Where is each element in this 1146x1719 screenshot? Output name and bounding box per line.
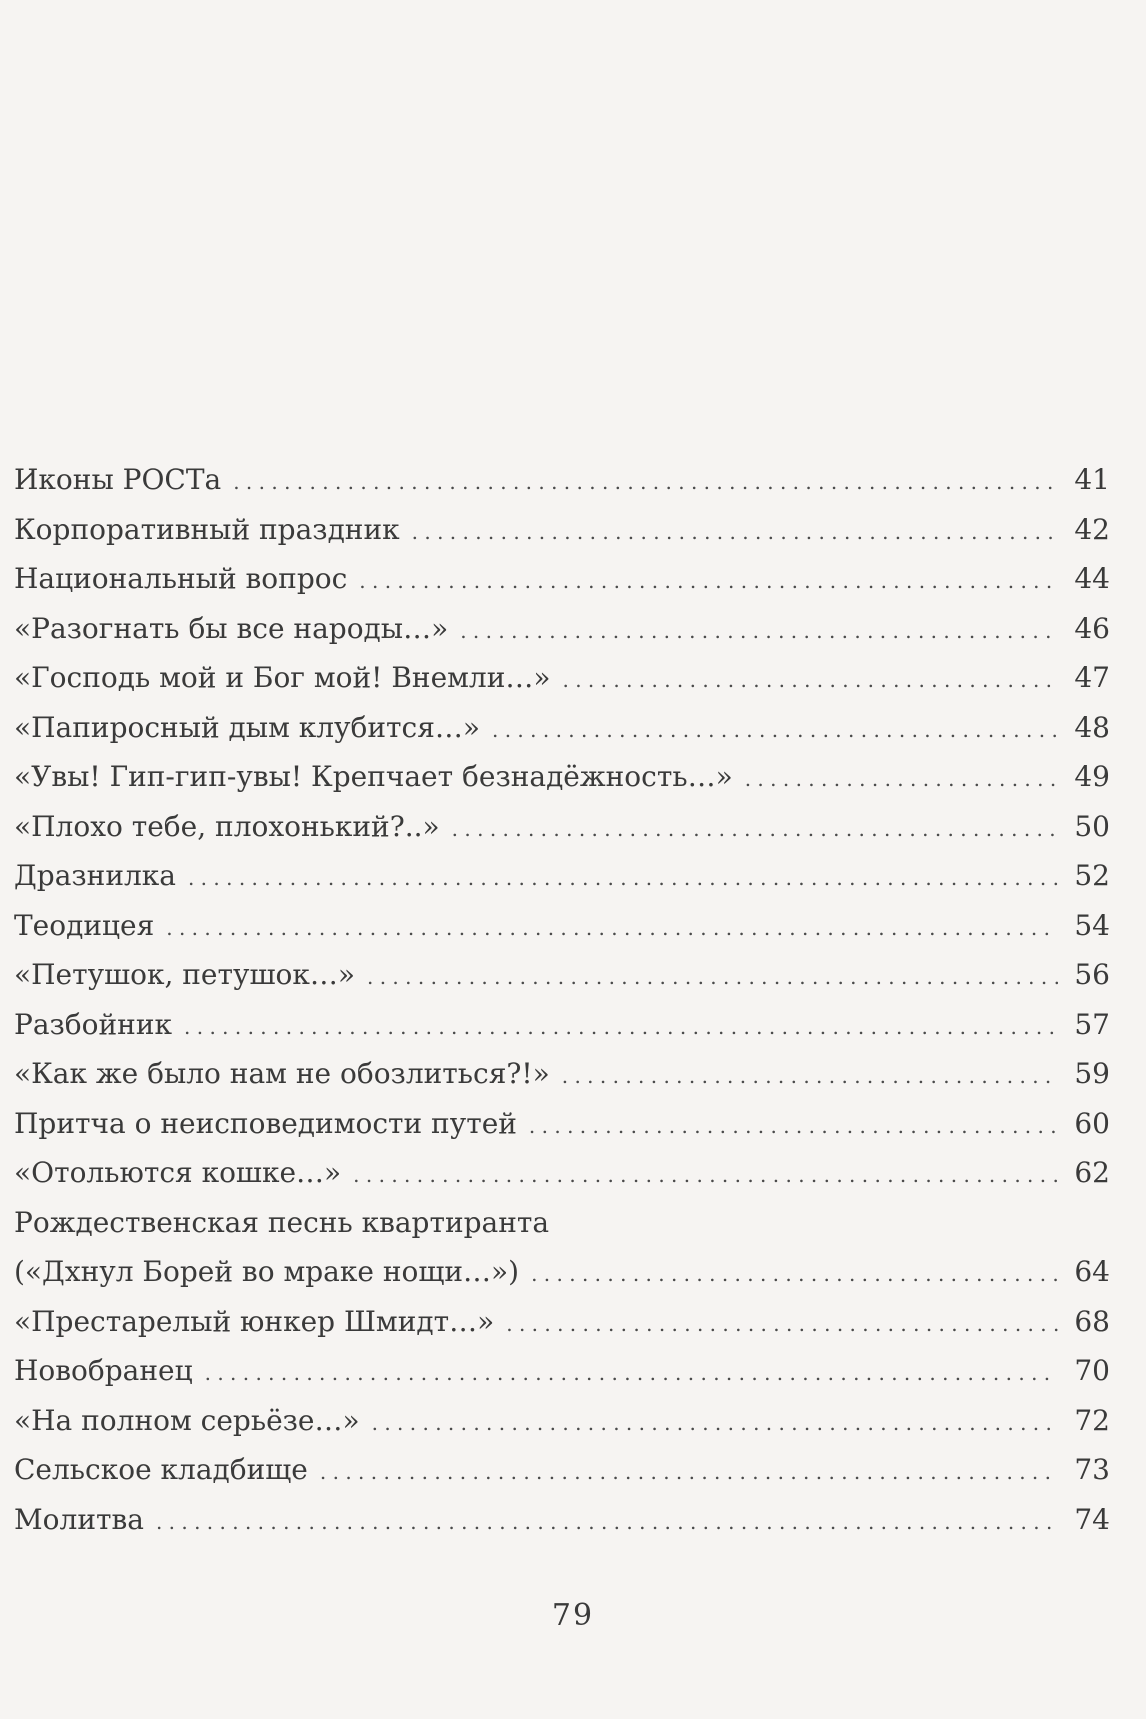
toc-entry[interactable] xyxy=(14,1396,1110,1446)
toc-entry[interactable] xyxy=(14,1247,1110,1297)
toc-entry-title: «Престарелый юнкер Шмидт…» xyxy=(14,1304,495,1338)
toc-entry[interactable] xyxy=(14,1148,1110,1198)
toc-entry[interactable] xyxy=(14,950,1110,1000)
toc-entry-page: 62 xyxy=(1074,1156,1110,1189)
toc-entry-title: «Господь мой и Бог мой! Внемли…» xyxy=(14,661,551,694)
toc-entry-title: «На полном серьёзе…» xyxy=(14,1403,360,1437)
toc-entry-page: 44 xyxy=(1074,562,1110,595)
toc-entry[interactable] xyxy=(14,1000,1110,1050)
dot-leader xyxy=(745,752,1058,805)
toc-entry-title: Сельское кладбище xyxy=(14,1453,308,1486)
toc-entry-page: 47 xyxy=(1074,661,1110,694)
toc-entry-page: 52 xyxy=(1074,859,1110,892)
toc-entry[interactable] xyxy=(14,901,1110,951)
dot-leader xyxy=(492,703,1058,756)
toc-entry-title: Рождественская песнь квартиранта xyxy=(14,1205,550,1239)
toc-entry[interactable] xyxy=(14,703,1110,753)
toc-entry-title: Иконы РОСТа xyxy=(14,463,222,496)
toc-entry[interactable] xyxy=(14,802,1110,852)
dot-leader xyxy=(506,1297,1058,1350)
toc-entry-title: «Увы! Гип-гип-увы! Крепчает безнадёжность…» xyxy=(14,760,733,793)
toc-entry-page: 41 xyxy=(1074,463,1110,496)
toc-entry-page: 42 xyxy=(1074,512,1110,546)
dot-leader xyxy=(531,1247,1058,1300)
toc-entry-page: 59 xyxy=(1074,1057,1110,1090)
toc-entry-title: «Петушок, петушок…» xyxy=(14,958,355,991)
table-of-contents xyxy=(14,455,1110,1544)
dot-leader xyxy=(460,604,1058,657)
toc-entry-title: Притча о неисповедимости путей xyxy=(14,1106,517,1140)
toc-entry-title: Национальный вопрос xyxy=(14,562,348,595)
dot-leader xyxy=(372,1396,1058,1449)
toc-entry-heading-line[interactable] xyxy=(14,1198,1110,1248)
dot-leader xyxy=(412,505,1058,558)
toc-entry-page: 64 xyxy=(1074,1255,1110,1288)
dot-leader xyxy=(452,802,1058,855)
toc-entry[interactable] xyxy=(14,1297,1110,1347)
toc-entry-title: «Папиросный дым клубится…» xyxy=(14,710,480,744)
toc-entry-page: 56 xyxy=(1074,958,1110,991)
toc-entry-title: Разбойник xyxy=(14,1007,173,1041)
toc-entry-title: «Отольются кошке…» xyxy=(14,1156,342,1189)
toc-entry-title: Теодицея xyxy=(14,908,155,942)
dot-leader xyxy=(359,554,1058,607)
dot-leader xyxy=(233,455,1058,508)
toc-entry-title: Новобранец xyxy=(14,1354,193,1387)
toc-entry[interactable] xyxy=(14,455,1110,505)
toc-entry-title: «Разогнать бы все народы…» xyxy=(14,611,449,645)
dot-leader xyxy=(205,1346,1058,1399)
toc-entry[interactable] xyxy=(14,1495,1110,1545)
toc-entry-title: Молитва xyxy=(14,1502,144,1536)
toc-entry-page: 49 xyxy=(1074,760,1110,793)
toc-entry-page: 48 xyxy=(1074,710,1110,744)
toc-entry[interactable] xyxy=(14,1049,1110,1099)
toc-entry-page: 54 xyxy=(1074,908,1110,942)
toc-entry-page: 57 xyxy=(1074,1007,1110,1041)
dot-leader xyxy=(166,901,1058,954)
toc-entry-title: («Дхнул Борей во мраке нощи…») xyxy=(14,1255,520,1288)
toc-entry[interactable] xyxy=(14,1099,1110,1149)
dot-leader xyxy=(353,1148,1058,1201)
toc-entry-title: Дразнилка xyxy=(14,859,176,892)
toc-entry[interactable] xyxy=(14,554,1110,604)
toc-entry-title: «Как же было нам не обозлиться?!» xyxy=(14,1057,550,1090)
toc-entry[interactable] xyxy=(14,851,1110,901)
toc-entry-page: 73 xyxy=(1074,1453,1110,1486)
dot-leader xyxy=(188,851,1058,904)
toc-entry[interactable] xyxy=(14,505,1110,555)
toc-entry[interactable] xyxy=(14,1445,1110,1495)
toc-entry-page: 60 xyxy=(1074,1106,1110,1140)
toc-entry[interactable] xyxy=(14,752,1110,802)
toc-entry[interactable] xyxy=(14,604,1110,654)
toc-entry-page: 50 xyxy=(1074,809,1110,843)
page-number: 79 xyxy=(551,1598,595,1633)
dot-leader xyxy=(184,1000,1058,1053)
toc-entry[interactable] xyxy=(14,1346,1110,1396)
toc-entry-page: 70 xyxy=(1074,1354,1110,1387)
toc-entry-page: 74 xyxy=(1074,1502,1110,1536)
dot-leader xyxy=(156,1495,1058,1548)
toc-entry-page: 68 xyxy=(1074,1304,1110,1338)
dot-leader xyxy=(367,950,1058,1003)
toc-entry[interactable] xyxy=(14,653,1110,703)
dot-leader xyxy=(529,1099,1058,1152)
toc-entry-page: 46 xyxy=(1074,611,1110,645)
dot-leader xyxy=(320,1445,1058,1498)
dot-leader xyxy=(563,653,1059,706)
toc-entry-title: Корпоративный праздник xyxy=(14,512,400,546)
toc-entry-title: «Плохо тебе, плохонький?..» xyxy=(14,809,440,843)
dot-leader xyxy=(562,1049,1058,1102)
toc-entry-page: 72 xyxy=(1074,1403,1110,1437)
